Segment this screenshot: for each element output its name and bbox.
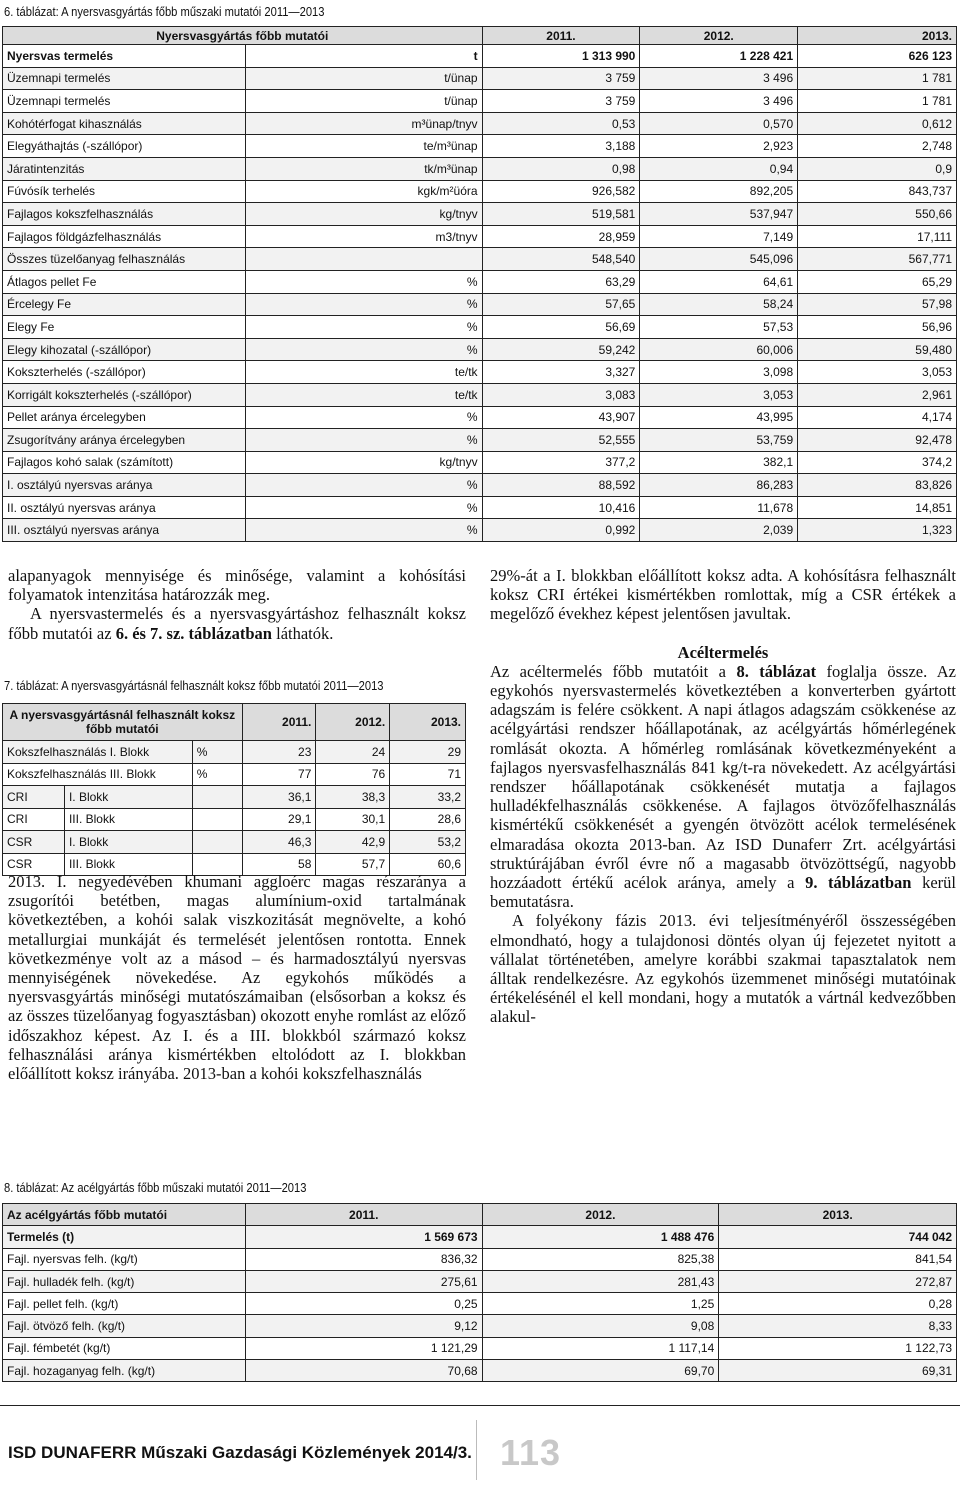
row-label: Nyersvas termelés [3, 45, 246, 68]
value-2011: 3 759 [482, 90, 640, 113]
value-2011: 58 [242, 853, 316, 876]
table-row [3, 361, 957, 384]
value-2013: 1 781 [798, 67, 957, 90]
left-paragraph-3: 2013. I. negyedévében khumani aggloérc magas részaránya a zsugorítói betétben, magas alumínium-oxid tartalmának következtében, a kohói salak viszkozitását megnövelte, a kohó metallurgiai munkáját és termelését jelentősen rontotta. Ennek következménye volt az a másod – és harmadosztályú nyersvas mennyiségének növekedése. Az egykohós működés a nyersvasgyártás minőségi mutatószámaiban (elsősorban a koksz és az összes tüzelőanyag fogyasztásban) okozott enyhe romlást az előző időszakhoz képest. Az I. és a III. blokkból származó koksz felhasználási aránya kismértékben eltolódott az I. blokkban előállított koksz irányába. 2013-ban a kohói kokszfelhasználás [8, 872, 466, 1084]
value-2013: 744 042 [719, 1226, 957, 1248]
row-label: Elegyáthajtás (-szállópor) [3, 135, 246, 158]
row-label: Üzemnapi termelés [3, 67, 246, 90]
row-label: Fajl. hozaganyag felh. (kg/t) [3, 1360, 246, 1382]
row-unit: t/ünap [245, 67, 482, 90]
value-2011: 1 313 990 [482, 45, 640, 68]
value-2013: 4,174 [798, 406, 957, 429]
row-sublabel: III. Blokk [64, 853, 192, 876]
table7-header-row [3, 704, 466, 741]
row-sublabel: I. Blokk [64, 831, 192, 854]
footer-rule [0, 1405, 960, 1406]
header-cell: 2012. [640, 27, 798, 45]
left-paragraph-1: alapanyagok mennyisége és minősége, valamint a kohósítási folyamatok intenzitása határozzák meg. [8, 566, 466, 605]
row-label: Fajl. hulladék felh. (kg/t) [3, 1270, 246, 1292]
value-2013: 3,053 [798, 361, 957, 384]
value-2013: 567,771 [798, 248, 957, 271]
row-label: Fajl. ötvöző felh. (kg/t) [3, 1315, 246, 1337]
section-heading-acelt: Acéltermelés [677, 642, 769, 662]
table-row [3, 157, 957, 180]
row-label: Korrigált kokszterhelés (-szállópor) [3, 383, 246, 406]
row-label: Fajl. fémbetét (kg/t) [3, 1337, 246, 1359]
row-unit: kg/tnyv [245, 451, 482, 474]
value-2013: 56,96 [798, 316, 957, 339]
value-2012: 86,283 [640, 474, 798, 497]
header-cell: A nyersvasgyártásnál felhasznált koksz főbb mutatói [3, 704, 243, 741]
row-unit: % [245, 519, 482, 542]
value-2013: 374,2 [798, 451, 957, 474]
table6-header-row [3, 27, 957, 45]
row-label: Járatintenzitás [3, 157, 246, 180]
row-label: Átlagos pellet Fe [3, 270, 246, 293]
value-2011: 3,083 [482, 383, 640, 406]
row-unit: te/m³ünap [245, 135, 482, 158]
table-row [3, 451, 957, 474]
table-row [3, 496, 957, 519]
row-label: Kokszterhelés (-szállópor) [3, 361, 246, 384]
table-row [3, 1248, 957, 1270]
row-label: CRI [3, 786, 65, 809]
table-row [3, 383, 957, 406]
table-row [3, 1360, 957, 1382]
value-2012: 57,7 [316, 853, 390, 876]
value-2012: 24 [316, 741, 390, 764]
value-2013: 14,851 [798, 496, 957, 519]
value-2013: 2,748 [798, 135, 957, 158]
table7-caption: 7. táblázat: A nyersvasgyártásnál felhasznált koksz főbb mutatói 2011—2013 [4, 678, 384, 693]
row-unit: % [245, 496, 482, 519]
value-2013: 53,2 [390, 831, 466, 854]
value-2013: 0,28 [719, 1293, 957, 1315]
left-text-top [8, 566, 466, 643]
table-row [3, 293, 957, 316]
row-label: CSR [3, 831, 65, 854]
row-label: II. osztályú nyersvas aránya [3, 496, 246, 519]
value-2012: 1 488 476 [482, 1226, 719, 1248]
value-2013: 28,6 [390, 808, 466, 831]
value-2011: 275,61 [245, 1270, 482, 1292]
value-2012: 3,098 [640, 361, 798, 384]
value-2011: 28,959 [482, 225, 640, 248]
value-2013: 59,480 [798, 338, 957, 361]
value-2012: 69,70 [482, 1360, 719, 1382]
row-label: Összes tüzelőanyag felhasználás [3, 248, 246, 271]
footer-divider [476, 1420, 477, 1480]
value-2011: 52,555 [482, 429, 640, 452]
row-unit [192, 831, 242, 854]
value-2011: 63,29 [482, 270, 640, 293]
value-2011: 836,32 [245, 1248, 482, 1270]
table8-caption: 8. táblázat: Az acélgyártás főbb műszaki mutatói 2011—2013 [4, 1180, 307, 1195]
row-unit: t [245, 45, 482, 68]
table-row [3, 1226, 957, 1248]
value-2011: 1 569 673 [245, 1226, 482, 1248]
table-row [3, 519, 957, 542]
row-label: III. osztályú nyersvas aránya [3, 519, 246, 542]
value-2012: 30,1 [316, 808, 390, 831]
row-label: Kokszfelhasználás I. Blokk [3, 741, 193, 764]
value-2013: 60,6 [390, 853, 466, 876]
row-unit: % [192, 741, 242, 764]
value-2013: 0,612 [798, 112, 957, 135]
row-sublabel: I. Blokk [64, 786, 192, 809]
value-2012: 382,1 [640, 451, 798, 474]
value-2011: 926,582 [482, 180, 640, 203]
row-unit: te/tk [245, 383, 482, 406]
right-paragraph-2: Az acéltermelés főbb mutatóit a 8. táblázat foglalja össze. Az egykohós nyersvastermelés következtében a konverterben gyártott adagszám is felére csökkent. A napi átlagos adagszám csökkenése az acélgyártási rendszer hőállapotának, az acélgyártás hőmérlegének romlását okozta. A hőmérleg romlásának következményeként a fajlagos nyersvasfelhasználás 841 kg/t-ra növekedett. Az acélgyártási rendszer hőállapotának csökkenését mutatja a fajlagos hulladékfelhasználás csökkenése. A fajlagos ötvözőfelhasználás kismértékű csökkenését a gyengén ötvözött acélok termelésének elmaradása okozta 2013-ban. Az ISD Dunaferr Zrt. acélgyártási struktúrájában évről évre nő a magasabb ötvözöttségű, nagyobb hozzáadott értékű acélok aránya, amely a 9. táblázatban kerül bemutatásra. [490, 661, 956, 912]
row-unit: m³ünap/tnyv [245, 112, 482, 135]
value-2011: 43,907 [482, 406, 640, 429]
table-row [3, 180, 957, 203]
header-cell: 2011. [245, 1204, 482, 1226]
row-unit: % [245, 406, 482, 429]
row-unit: % [245, 293, 482, 316]
row-label: CRI [3, 808, 65, 831]
row-unit: % [245, 474, 482, 497]
value-2011: 10,416 [482, 496, 640, 519]
row-label: Elegy Fe [3, 316, 246, 339]
header-cell: 2012. [316, 704, 390, 741]
header-cell: 2011. [242, 704, 316, 741]
row-sublabel: III. Blokk [64, 808, 192, 831]
row-unit: % [245, 429, 482, 452]
value-2013: 57,98 [798, 293, 957, 316]
header-cell: Az acélgyártás főbb mutatói [3, 1204, 246, 1226]
row-label: Fajlagos kohó salak (számított) [3, 451, 246, 474]
value-2012: 1 117,14 [482, 1337, 719, 1359]
left-text-bottom [8, 872, 466, 1083]
header-cell: Nyersvasgyártás főbb mutatói [3, 27, 483, 45]
row-label: Fajlagos kokszfelhasználás [3, 203, 246, 226]
value-2012: 76 [316, 763, 390, 786]
table-row [3, 1315, 957, 1337]
value-2012: 892,205 [640, 180, 798, 203]
value-2011: 56,69 [482, 316, 640, 339]
journal-title: ISD DUNAFERR Műszaki Gazdasági Közlemények 2014/3. [8, 1443, 472, 1462]
value-2013: 17,111 [798, 225, 957, 248]
value-2012: 7,149 [640, 225, 798, 248]
right-paragraph-1: 29%-át a I. blokkban előállított koksz adta. A kohósításra felhasznált koksz CRI értékei kismértékben romlottak, míg a CSR értékek a megelőző évekhez képest jelentősen javultak. [490, 566, 956, 624]
row-label: Elegy kihozatal (-szállópor) [3, 338, 246, 361]
value-2012: 545,096 [640, 248, 798, 271]
table-row [3, 1337, 957, 1359]
value-2012: 43,995 [640, 406, 798, 429]
row-unit: kgk/m²üóra [245, 180, 482, 203]
row-unit: t/ünap [245, 90, 482, 113]
table-row [3, 831, 466, 854]
value-2012: 1 228 421 [640, 45, 798, 68]
right-paragraph-3: A folyékony fázis 2013. évi teljesítményéről összességében elmondható, hogy a tulajdonosi döntés olyan új fejezetet nyitott a vállalat történetében, amelyre korábbi szakmai tapasztalatok nem álltak rendelkezésre. Az egykohós üzemmenet minőségi mutatóinak értékelésénél el kell mondani, hogy a mutatók a vártnál kedvezőbben alakul- [490, 911, 956, 1027]
value-2013: 1,323 [798, 519, 957, 542]
table-row [3, 248, 957, 271]
row-unit: % [245, 338, 482, 361]
row-label: I. osztályú nyersvas aránya [3, 474, 246, 497]
table-row [3, 135, 957, 158]
table-row [3, 808, 466, 831]
row-label: Fajl. pellet felh. (kg/t) [3, 1293, 246, 1315]
value-2011: 88,592 [482, 474, 640, 497]
value-2013: 626 123 [798, 45, 957, 68]
value-2012: 281,43 [482, 1270, 719, 1292]
value-2011: 0,53 [482, 112, 640, 135]
value-2012: 0,570 [640, 112, 798, 135]
table-row [3, 45, 957, 68]
value-2011: 3,188 [482, 135, 640, 158]
value-2013: 65,29 [798, 270, 957, 293]
value-2011: 0,25 [245, 1293, 482, 1315]
row-unit: tk/m³ünap [245, 157, 482, 180]
page-number: 113 [500, 1432, 562, 1473]
row-label: Zsugorítvány aránya ércelegyben [3, 429, 246, 452]
value-2012: 537,947 [640, 203, 798, 226]
row-label: Pellet aránya ércelegyben [3, 406, 246, 429]
value-2012: 2,039 [640, 519, 798, 542]
value-2011: 77 [242, 763, 316, 786]
table-row [3, 270, 957, 293]
value-2011: 3,327 [482, 361, 640, 384]
header-cell: 2013. [719, 1204, 957, 1226]
table-row [3, 429, 957, 452]
value-2013: 1 781 [798, 90, 957, 113]
table-row [3, 474, 957, 497]
value-2011: 23 [242, 741, 316, 764]
value-2013: 29 [390, 741, 466, 764]
value-2011: 548,540 [482, 248, 640, 271]
value-2011: 519,581 [482, 203, 640, 226]
row-unit [192, 808, 242, 831]
header-cell: 2012. [482, 1204, 719, 1226]
value-2012: 64,61 [640, 270, 798, 293]
table-row [3, 406, 957, 429]
table8-header-row [3, 1204, 957, 1226]
value-2012: 1,25 [482, 1293, 719, 1315]
row-label: Fúvósík terhelés [3, 180, 246, 203]
value-2013: 69,31 [719, 1360, 957, 1382]
row-label: Kokszfelhasználás III. Blokk [3, 763, 193, 786]
table-row [3, 203, 957, 226]
row-unit: % [245, 316, 482, 339]
table-row [3, 112, 957, 135]
row-label: Fajl. nyersvas felh. (kg/t) [3, 1248, 246, 1270]
table-row [3, 338, 957, 361]
value-2012: 58,24 [640, 293, 798, 316]
table6 [2, 26, 957, 542]
value-2012: 3,053 [640, 383, 798, 406]
value-2013: 0,9 [798, 157, 957, 180]
value-2011: 70,68 [245, 1360, 482, 1382]
value-2013: 1 122,73 [719, 1337, 957, 1359]
table-row [3, 225, 957, 248]
row-label: Ércelegy Fe [3, 293, 246, 316]
value-2012: 825,38 [482, 1248, 719, 1270]
value-2013: 2,961 [798, 383, 957, 406]
value-2011: 377,2 [482, 451, 640, 474]
table-row [3, 90, 957, 113]
value-2013: 92,478 [798, 429, 957, 452]
value-2011: 36,1 [242, 786, 316, 809]
row-label: Termelés (t) [3, 1226, 246, 1248]
value-2011: 0,992 [482, 519, 640, 542]
value-2012: 57,53 [640, 316, 798, 339]
table-row [3, 1270, 957, 1292]
row-label: CSR [3, 853, 65, 876]
value-2013: 71 [390, 763, 466, 786]
value-2013: 843,737 [798, 180, 957, 203]
value-2011: 57,65 [482, 293, 640, 316]
value-2013: 550,66 [798, 203, 957, 226]
header-cell: 2011. [482, 27, 640, 45]
table8 [2, 1203, 957, 1382]
value-2013: 272,87 [719, 1270, 957, 1292]
row-label: Üzemnapi termelés [3, 90, 246, 113]
row-label: Fajlagos földgázfelhasználás [3, 225, 246, 248]
value-2011: 29,1 [242, 808, 316, 831]
value-2012: 38,3 [316, 786, 390, 809]
row-unit [192, 786, 242, 809]
table-row [3, 316, 957, 339]
value-2012: 2,923 [640, 135, 798, 158]
left-paragraph-2: A nyersvastermelés és a nyersvasgyártáshoz felhasznált koksz főbb mutatói az 6. és 7. sz. táblázatban láthatók. [8, 604, 466, 643]
value-2012: 11,678 [640, 496, 798, 519]
row-unit: % [245, 270, 482, 293]
table-row [3, 786, 466, 809]
value-2011: 3 759 [482, 67, 640, 90]
value-2011: 9,12 [245, 1315, 482, 1337]
header-cell: 2013. [798, 27, 957, 45]
row-unit: m3/tnyv [245, 225, 482, 248]
row-unit: te/tk [245, 361, 482, 384]
value-2013: 8,33 [719, 1315, 957, 1337]
table-row [3, 67, 957, 90]
value-2013: 33,2 [390, 786, 466, 809]
value-2011: 46,3 [242, 831, 316, 854]
table-row [3, 1293, 957, 1315]
value-2011: 1 121,29 [245, 1337, 482, 1359]
value-2013: 83,826 [798, 474, 957, 497]
header-cell: 2013. [390, 704, 466, 741]
row-unit: % [192, 763, 242, 786]
table-row [3, 741, 466, 764]
value-2012: 53,759 [640, 429, 798, 452]
value-2012: 3 496 [640, 67, 798, 90]
value-2011: 59,242 [482, 338, 640, 361]
row-unit: kg/tnyv [245, 203, 482, 226]
value-2012: 0,94 [640, 157, 798, 180]
table6-caption: 6. táblázat: A nyersvasgyártás főbb műszaki mutatói 2011—2013 [4, 4, 325, 19]
value-2012: 60,006 [640, 338, 798, 361]
value-2012: 42,9 [316, 831, 390, 854]
value-2012: 3 496 [640, 90, 798, 113]
row-unit [245, 248, 482, 271]
table7 [2, 703, 466, 876]
row-label: Kohótérfogat kihasználás [3, 112, 246, 135]
right-text [490, 566, 956, 1027]
table-row [3, 763, 466, 786]
value-2012: 9,08 [482, 1315, 719, 1337]
value-2011: 0,98 [482, 157, 640, 180]
value-2013: 841,54 [719, 1248, 957, 1270]
